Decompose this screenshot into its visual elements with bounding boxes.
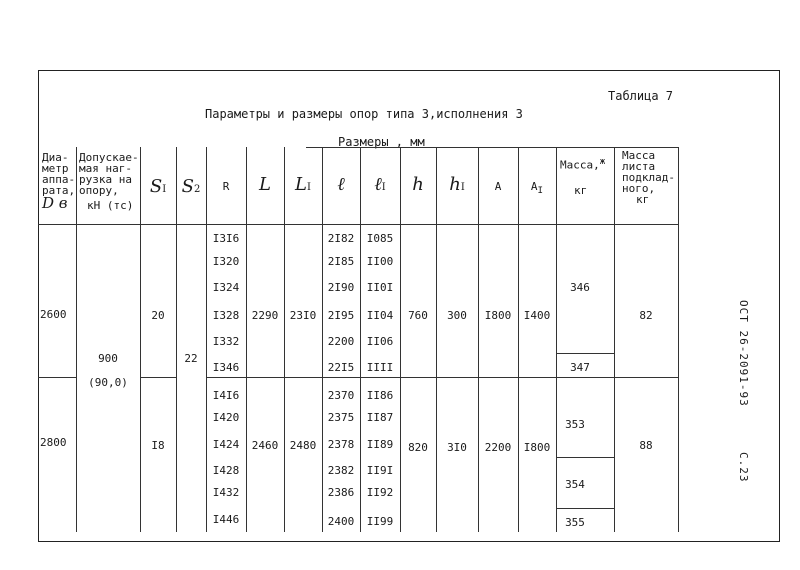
- r-value: I446: [212, 513, 240, 526]
- mass-value: 347: [570, 361, 590, 374]
- header-bottom-line: [38, 224, 678, 225]
- r-value: I428: [212, 464, 240, 477]
- l1-value: II89: [366, 438, 394, 451]
- header-L: L: [259, 174, 271, 195]
- mass-row-line-2: [556, 457, 614, 458]
- col-line: [436, 147, 437, 532]
- col-line: [614, 147, 615, 532]
- header-a1: $A_I$: [530, 180, 544, 197]
- L-value: 2460: [251, 439, 279, 452]
- l1-value: II87: [366, 411, 394, 424]
- l1-value: IIII: [366, 361, 394, 374]
- L1-value: 23I0: [289, 309, 317, 322]
- r-value: I4I6: [212, 389, 240, 402]
- l-value: 2375: [327, 411, 355, 424]
- col-line: [518, 147, 519, 532]
- l1-value: II06: [366, 335, 394, 348]
- a-value: I800: [484, 309, 512, 322]
- col-line: [284, 147, 285, 532]
- header-load: Допускае- мая наг- рузка на опору, кН (тс): [79, 151, 139, 212]
- h1-value: 3I0: [447, 441, 467, 454]
- page-number: С.23: [737, 451, 750, 483]
- s1-value: I8: [151, 439, 165, 452]
- header-diameter: Диа- метр аппа- рата, D в: [42, 151, 76, 212]
- header-plate-mass: Масса листа подклад- ного, кг: [622, 149, 675, 206]
- s1-value: 20: [151, 309, 165, 322]
- header-a: A: [494, 180, 502, 193]
- h1-value: 300: [447, 309, 467, 322]
- standard-code: ОСТ 26-2091-93: [737, 300, 750, 407]
- a1-value: I400: [523, 309, 551, 322]
- l-value: 2I90: [327, 281, 355, 294]
- l1-value: II9I: [366, 464, 394, 477]
- load-value: 900: [98, 352, 118, 365]
- h-value: 820: [408, 441, 428, 454]
- r-value: I424: [212, 438, 240, 451]
- L1-value: 2480: [289, 439, 317, 452]
- l-value: 22I5: [327, 361, 355, 374]
- header-l: ℓ: [337, 174, 345, 195]
- a1-value: I800: [523, 441, 551, 454]
- r-value: I420: [212, 411, 240, 424]
- document-code: [737, 300, 750, 482]
- r-value: I320: [212, 255, 240, 268]
- r-value: I328: [212, 309, 240, 322]
- table-number: Таблица 7: [608, 89, 674, 103]
- header-s1: SI: [149, 176, 167, 197]
- dimensions-caption: Размеры , мм: [338, 135, 425, 149]
- l-value: 2378: [327, 438, 355, 451]
- col-line: [400, 147, 401, 532]
- l-value: 2400: [327, 515, 355, 528]
- l-value: 2I85: [327, 255, 355, 268]
- col-line: [76, 147, 77, 532]
- plate-mass-value: 82: [639, 309, 653, 322]
- mass-value: 353: [565, 418, 585, 431]
- l-value: 2I82: [327, 232, 355, 245]
- header-s2: S2: [181, 176, 201, 197]
- l1-value: II86: [366, 389, 394, 402]
- l1-value: II92: [366, 486, 394, 499]
- l-value: 2370: [327, 389, 355, 402]
- mass-value: 354: [565, 478, 585, 491]
- l1-value: I085: [366, 232, 394, 245]
- mass-row-line-3: [556, 508, 614, 509]
- header-mass: Масса,$^ж$ кг: [560, 156, 606, 197]
- header-r: R: [222, 180, 230, 193]
- a-value: 2200: [484, 441, 512, 454]
- s1-group-line: [140, 377, 176, 378]
- col-line: [176, 147, 177, 532]
- r-value: I324: [212, 281, 240, 294]
- l-value: 2386: [327, 486, 355, 499]
- h-value: 760: [408, 309, 428, 322]
- r-value: I332: [212, 335, 240, 348]
- group-separator-line: [206, 377, 678, 378]
- l1-value: II00: [366, 255, 394, 268]
- header-h: h: [412, 174, 424, 195]
- r-value: I3I6: [212, 232, 240, 245]
- diameter-value: 2800: [40, 436, 67, 449]
- col-line: [140, 147, 141, 532]
- l1-value: II0I: [366, 281, 394, 294]
- diameter-group-line: [38, 377, 76, 378]
- col-line: [556, 147, 557, 532]
- mass-value: 346: [570, 281, 590, 294]
- col-line: [478, 147, 479, 532]
- diameter-value: 2600: [40, 308, 67, 321]
- l1-value: II99: [366, 515, 394, 528]
- col-line: [678, 147, 679, 532]
- l1-value: II04: [366, 309, 394, 322]
- table-title: Параметры и размеры опор типа 3,исполнения 3: [205, 107, 523, 121]
- mass-row-line: [556, 353, 614, 354]
- dims-caption-line: [306, 147, 678, 148]
- l-value: 2I95: [327, 309, 355, 322]
- L-value: 2290: [251, 309, 279, 322]
- l-value: 2382: [327, 464, 355, 477]
- col-line: [246, 147, 247, 532]
- r-value: I346: [212, 361, 240, 374]
- mass-value: 355: [565, 516, 585, 529]
- header-l1: ℓI: [374, 174, 386, 195]
- l-value: 2200: [327, 335, 355, 348]
- plate-mass-value: 88: [639, 439, 653, 452]
- load-value-tc: (90,0): [88, 376, 128, 389]
- header-L1: LI: [295, 174, 311, 195]
- r-value: I432: [212, 486, 240, 499]
- header-h1: hI: [449, 174, 465, 195]
- s2-value: 22: [184, 352, 198, 365]
